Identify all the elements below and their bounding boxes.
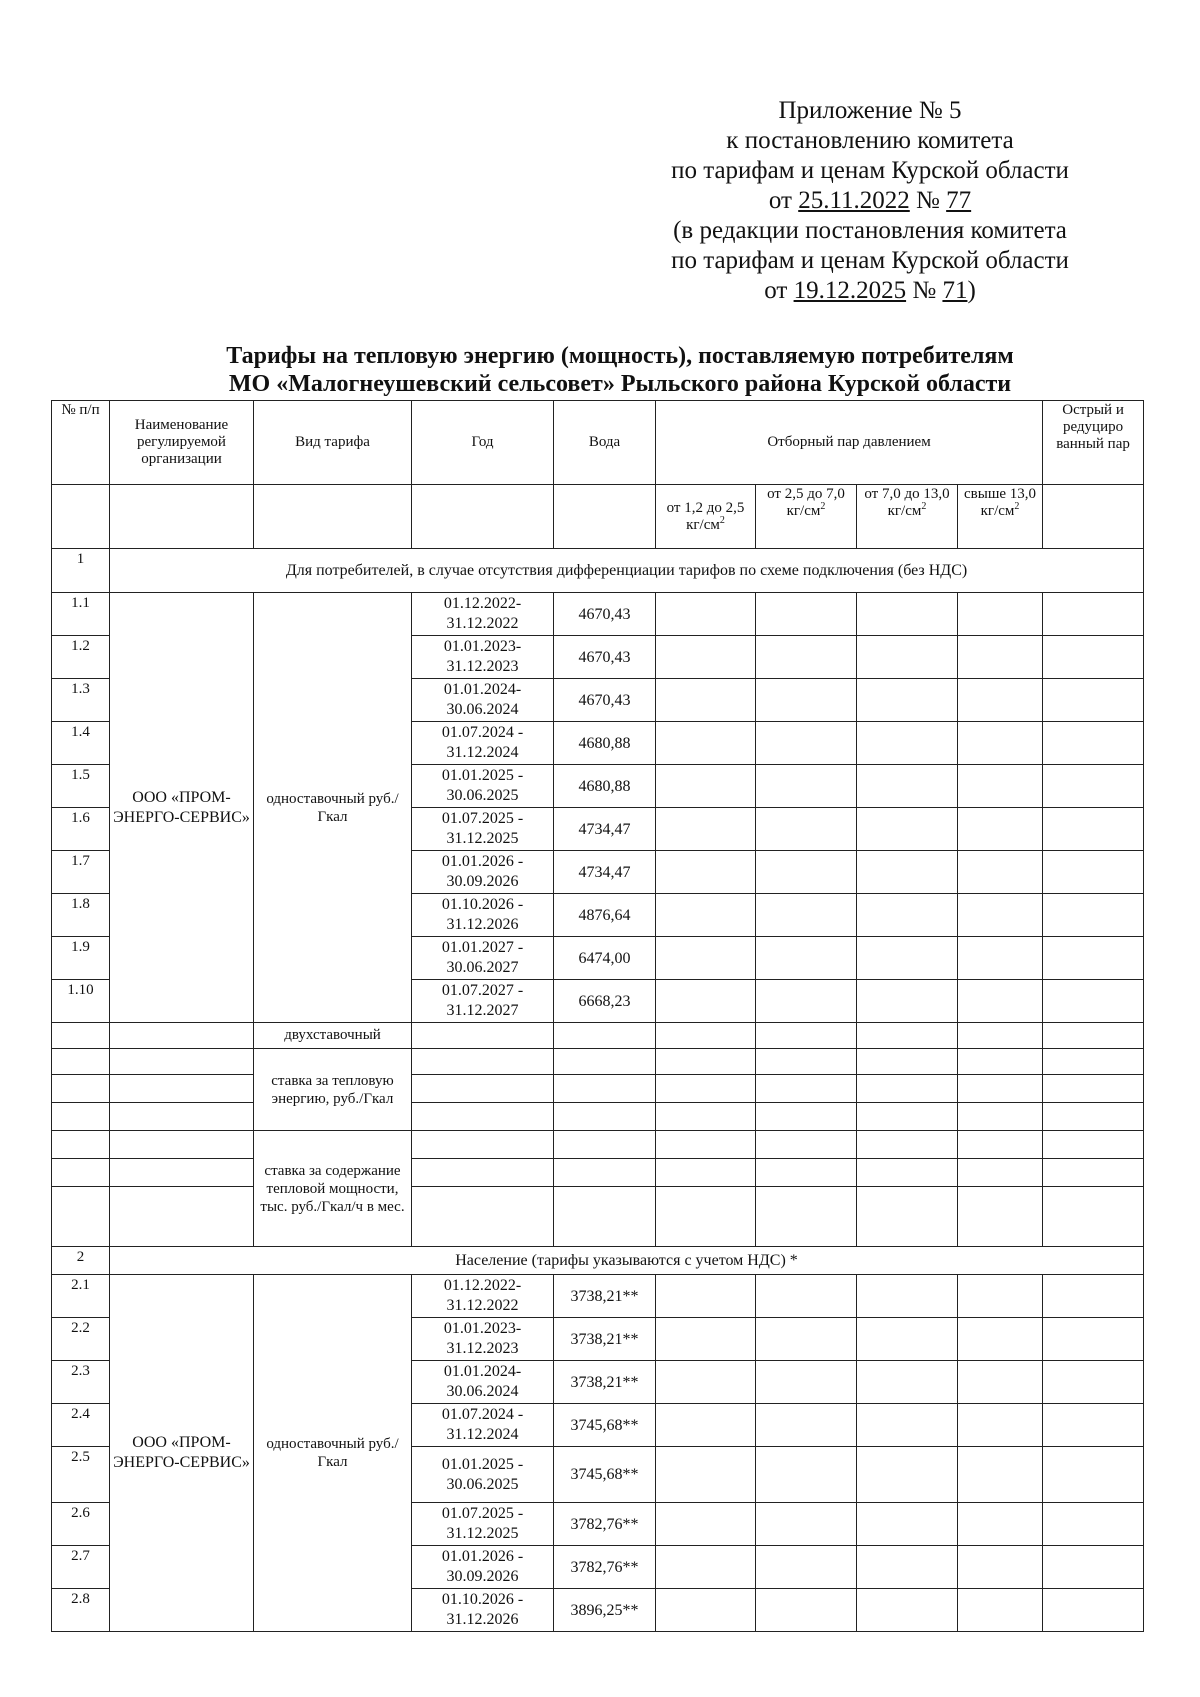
row-num: 2.2 bbox=[52, 1318, 110, 1361]
water-tariff-cell: 4680,88 bbox=[554, 722, 656, 765]
table-row bbox=[52, 1075, 1144, 1103]
header-number: 77 bbox=[946, 187, 972, 214]
row-num: 1.2 bbox=[52, 636, 110, 679]
water-tariff-cell: 3745,68** bbox=[554, 1447, 656, 1503]
two-rate-row bbox=[52, 1023, 1144, 1049]
section2-row bbox=[52, 1247, 1144, 1275]
row-num: 2.5 bbox=[52, 1447, 110, 1503]
row-num: 2.7 bbox=[52, 1546, 110, 1589]
col-p1-header: от 1,2 до 2,5 $кг/см^2$ bbox=[656, 485, 756, 549]
period-cell: 01.07.2025 - 31.12.2025 bbox=[412, 808, 554, 851]
table-subheader-row bbox=[52, 485, 1144, 549]
two-rate-label: двухставочный bbox=[254, 1023, 412, 1049]
row-num: 1.1 bbox=[52, 593, 110, 636]
header-line2: к постановлению комитета bbox=[726, 127, 1014, 154]
title-line2: МО «Малогнеушевский сельсовет» Рыльского района Курской области bbox=[228, 371, 1012, 397]
rate-capacity-label: ставка за содержание тепловой мощности, тыс. руб./Гкал/ч в мес. bbox=[254, 1131, 412, 1247]
period-cell: 01.07.2025 - 31.12.2025 bbox=[412, 1503, 554, 1546]
period-cell: 01.07.2024 - 31.12.2024 bbox=[412, 722, 554, 765]
period-cell: 01.01.2026 - 30.09.2026 bbox=[412, 1546, 554, 1589]
water-tariff-cell: 4734,47 bbox=[554, 851, 656, 894]
header-revision-number: 71 bbox=[942, 277, 968, 304]
period-cell: 01.10.2026 - 31.12.2026 bbox=[412, 894, 554, 937]
col-org-header: Наименование регулируемой организации bbox=[110, 401, 254, 485]
table-row bbox=[52, 1159, 1144, 1187]
row-num: 1.7 bbox=[52, 851, 110, 894]
col-sharp-steam-header: Острый и редуциро ванный пар bbox=[1043, 401, 1144, 485]
header-line3: по тарифам и ценам Курской области bbox=[671, 157, 1069, 184]
col-p2-header: от 2,5 до 7,0 $кг/см^2$ bbox=[756, 485, 857, 549]
period-cell: 01.01.2027 - 30.06.2027 bbox=[412, 937, 554, 980]
org-name: ООО «ПРОМ-ЭНЕРГО-СЕРВИС» bbox=[110, 1275, 254, 1632]
section2-num: 2 bbox=[52, 1247, 110, 1275]
row-num: 2.8 bbox=[52, 1589, 110, 1632]
table-row bbox=[52, 1187, 1144, 1247]
row-num: 1.5 bbox=[52, 765, 110, 808]
rate-energy-label: ставка за тепловую энергию, руб./Гкал bbox=[254, 1049, 412, 1131]
period-cell: 01.01.2025 - 30.06.2025 bbox=[412, 765, 554, 808]
table-row bbox=[52, 593, 1144, 636]
water-tariff-cell: 4670,43 bbox=[554, 593, 656, 636]
tariff-table bbox=[51, 400, 1144, 1632]
header-date: 25.11.2022 bbox=[798, 187, 910, 214]
table-row bbox=[52, 1275, 1144, 1318]
tariff-kind: одноставочный руб./Гкал bbox=[254, 1275, 412, 1632]
water-tariff-cell: 4680,88 bbox=[554, 765, 656, 808]
header-line5: (в редакции постановления комитета bbox=[673, 217, 1067, 244]
table-header-row bbox=[52, 401, 1144, 485]
col-water-header: Вода bbox=[554, 401, 656, 485]
row-num: 2.3 bbox=[52, 1361, 110, 1404]
period-cell: 01.01.2026 - 30.09.2026 bbox=[412, 851, 554, 894]
header-line7: от 19.12.2025 № 71) bbox=[764, 277, 976, 304]
col-p3-header: от 7,0 до 13,0 $кг/см^2$ bbox=[857, 485, 958, 549]
water-tariff-cell: 6474,00 bbox=[554, 937, 656, 980]
row-num: 1.10 bbox=[52, 980, 110, 1023]
water-tariff-cell: 4876,64 bbox=[554, 894, 656, 937]
row-num: 1.3 bbox=[52, 679, 110, 722]
water-tariff-cell: 4734,47 bbox=[554, 808, 656, 851]
water-tariff-cell: 3896,25** bbox=[554, 1589, 656, 1632]
water-tariff-cell: 3738,21** bbox=[554, 1361, 656, 1404]
period-cell: 01.01.2023-31.12.2023 bbox=[412, 1318, 554, 1361]
water-tariff-cell: 3745,68** bbox=[554, 1404, 656, 1447]
org-name: ООО «ПРОМ-ЭНЕРГО-СЕРВИС» bbox=[110, 593, 254, 1023]
row-num: 2.6 bbox=[52, 1503, 110, 1546]
row-num: 2.1 bbox=[52, 1275, 110, 1318]
period-cell: 01.07.2024 - 31.12.2024 bbox=[412, 1404, 554, 1447]
water-tariff-cell: 3738,21** bbox=[554, 1275, 656, 1318]
period-cell: 01.07.2027 - 31.12.2027 bbox=[412, 980, 554, 1023]
col-num-header: № п/п bbox=[52, 401, 110, 485]
row-num: 1.8 bbox=[52, 894, 110, 937]
header-revision-date: 19.12.2025 bbox=[793, 277, 907, 304]
period-cell: 01.01.2023-31.12.2023 bbox=[412, 636, 554, 679]
section1-row bbox=[52, 549, 1144, 593]
row-num: 1.4 bbox=[52, 722, 110, 765]
water-tariff-cell: 3782,76** bbox=[554, 1546, 656, 1589]
header-appendix: Приложение № 5 bbox=[778, 97, 962, 124]
table-row bbox=[52, 1103, 1144, 1131]
title-line1: Тарифы на тепловую энергию (мощность), поставляемую потребителям bbox=[226, 343, 1014, 369]
section1-num: 1 bbox=[52, 549, 110, 593]
col-year-header: Год bbox=[412, 401, 554, 485]
water-tariff-cell: 4670,43 bbox=[554, 679, 656, 722]
period-cell: 01.12.2022-31.12.2022 bbox=[412, 593, 554, 636]
col-kind-header: Вид тарифа bbox=[254, 401, 412, 485]
header-line6: по тарифам и ценам Курской области bbox=[671, 247, 1069, 274]
period-cell: 01.12.2022-31.12.2022 bbox=[412, 1275, 554, 1318]
table-row bbox=[52, 1131, 1144, 1159]
period-cell: 01.10.2026 - 31.12.2026 bbox=[412, 1589, 554, 1632]
period-cell: 01.01.2024-30.06.2024 bbox=[412, 1361, 554, 1404]
header-line4: от 25.11.2022 № 77 bbox=[768, 187, 972, 214]
col-steam-header: Отборный пар давлением bbox=[656, 401, 1043, 485]
row-num: 1.6 bbox=[52, 808, 110, 851]
water-tariff-cell: 3738,21** bbox=[554, 1318, 656, 1361]
period-cell: 01.01.2025 - 30.06.2025 bbox=[412, 1447, 554, 1503]
water-tariff-cell: 6668,23 bbox=[554, 980, 656, 1023]
water-tariff-cell: 3782,76** bbox=[554, 1503, 656, 1546]
row-num: 1.9 bbox=[52, 937, 110, 980]
water-tariff-cell: 4670,43 bbox=[554, 636, 656, 679]
document-header bbox=[640, 96, 1100, 306]
section1-label: Для потребителей, в случае отсутствия дифференциации тарифов по схеме подключения (без НДС) bbox=[110, 549, 1144, 593]
section2-label: Население (тарифы указываются с учетом НДС) * bbox=[110, 1247, 1144, 1275]
col-p4-header: свыше 13,0 $кг/см^2$ bbox=[958, 485, 1043, 549]
row-num: 2.4 bbox=[52, 1404, 110, 1447]
period-cell: 01.01.2024-30.06.2024 bbox=[412, 679, 554, 722]
tariff-kind: одноставочный руб./Гкал bbox=[254, 593, 412, 1023]
document-title bbox=[150, 342, 1090, 398]
table-row bbox=[52, 1049, 1144, 1075]
